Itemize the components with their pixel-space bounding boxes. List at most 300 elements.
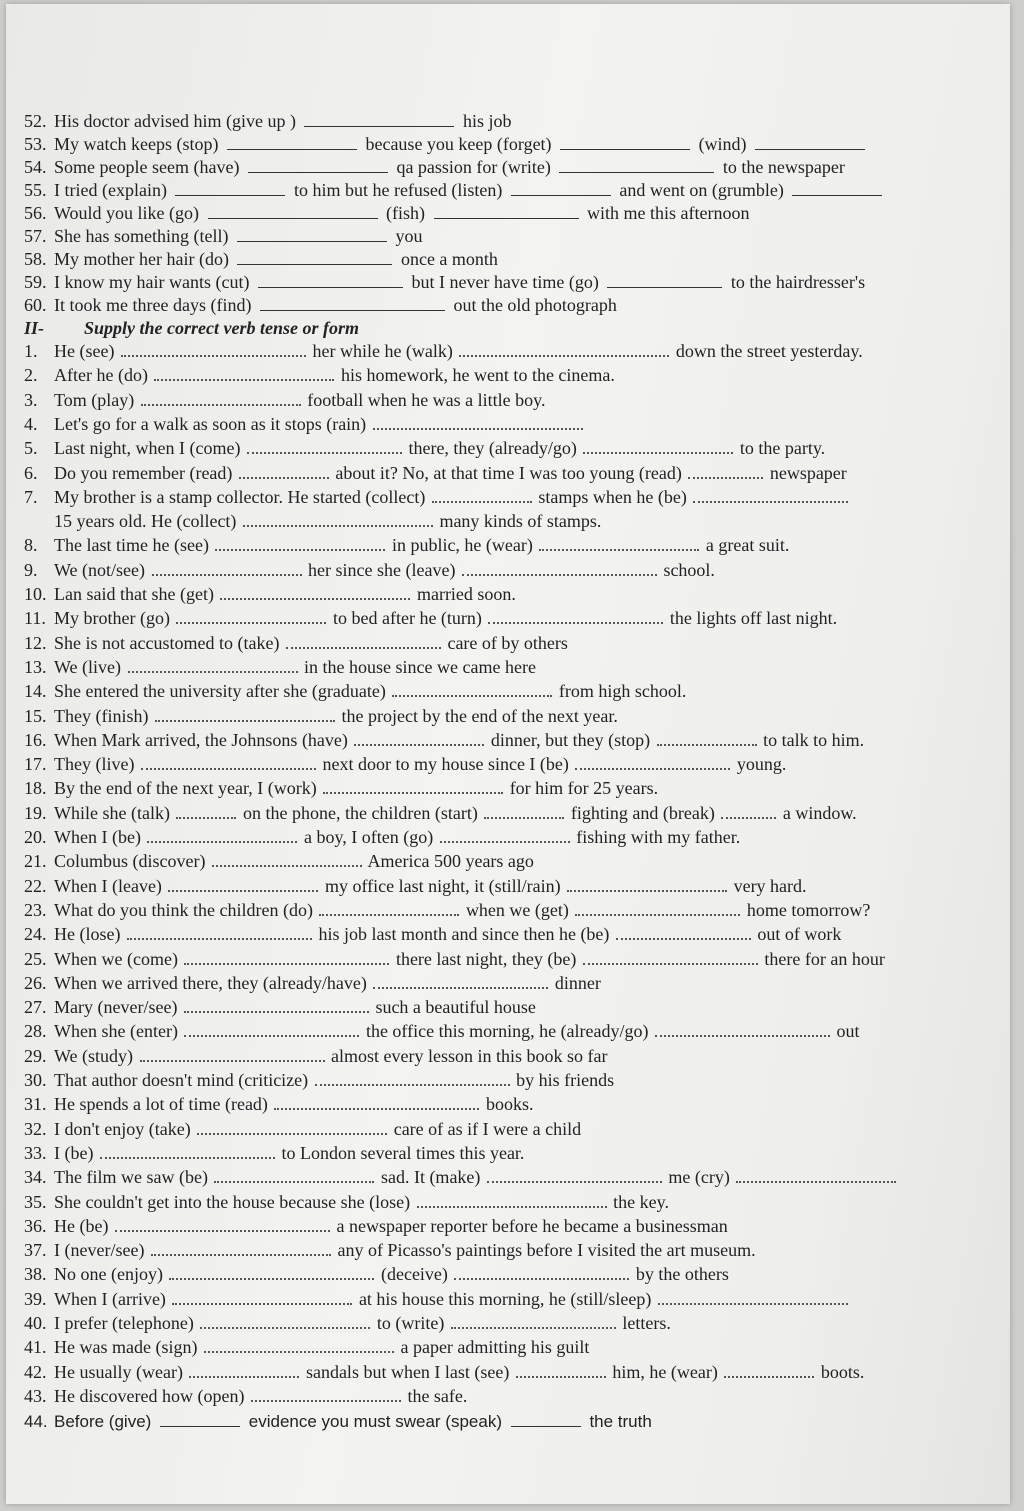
prompt-text: When we (come) [54, 948, 183, 969]
prompt-text: a paper admitting his guilt [395, 1337, 590, 1358]
prompt-text: (wind) [694, 134, 752, 154]
prompt-text: (fish) [381, 203, 430, 223]
answer-blank[interactable] [208, 204, 378, 219]
exercise-line [24, 996, 950, 1018]
prompt-text: What do you think the children (do) [54, 899, 318, 920]
exercise-line [24, 389, 950, 411]
answer-blank[interactable] [539, 535, 699, 551]
exercise-line [24, 1142, 950, 1164]
answer-blank[interactable] [373, 414, 583, 430]
prompt-text: the project by the end of the next year. [336, 705, 618, 726]
prompt-text: That author doesn't mind (criticize) [54, 1070, 313, 1090]
prompt-text: He usually (wear) [54, 1361, 188, 1382]
answer-blank[interactable] [115, 1216, 330, 1232]
answer-blank[interactable] [160, 1412, 240, 1427]
answer-blank[interactable] [315, 1070, 510, 1086]
item-number: 14. [24, 681, 47, 702]
answer-blank[interactable] [127, 924, 312, 940]
prompt-text: Some people seem (have) [54, 157, 244, 177]
answer-blank[interactable] [736, 1167, 896, 1183]
exercise-line [24, 1191, 950, 1213]
item-number: 57. [24, 226, 47, 246]
answer-blank[interactable] [432, 487, 532, 503]
prompt-text: newspaper [765, 462, 847, 483]
prompt-text: about it? No, at that time I was too young (read) [330, 462, 687, 483]
item-number: 39. [24, 1288, 47, 1309]
prompt-text: the office this morning, he (already/go) [361, 1021, 654, 1042]
answer-blank[interactable] [560, 135, 690, 150]
prompt-text: He was made (sign) [54, 1337, 202, 1358]
prompt-text: him, he (wear) [607, 1361, 723, 1382]
item-number: 21. [24, 851, 47, 872]
answer-blank[interactable] [792, 181, 882, 196]
prompt-text: (deceive) [376, 1264, 453, 1285]
prompt-text: out of work [752, 924, 842, 945]
answer-blank[interactable] [168, 876, 318, 892]
prompt-text: America 500 years ago [363, 851, 534, 872]
exercise-line [24, 583, 950, 605]
answer-blank[interactable] [511, 181, 611, 196]
prompt-text: her since she (leave) [303, 559, 460, 580]
item-number: 4. [24, 413, 38, 434]
item-number: 34. [24, 1167, 47, 1188]
answer-blank[interactable] [184, 1021, 359, 1037]
prompt-text: his job [458, 111, 512, 131]
item-number: 36. [24, 1215, 47, 1236]
answer-blank[interactable] [215, 535, 385, 551]
prompt-text: to the hairdresser's [726, 272, 866, 292]
prompt-text: to talk to him. [758, 729, 865, 750]
item-number: 41. [24, 1337, 47, 1358]
answer-blank[interactable] [214, 1167, 374, 1183]
answer-blank[interactable] [657, 730, 757, 746]
answer-blank[interactable] [583, 438, 733, 454]
exercise-line [24, 656, 950, 678]
answer-blank[interactable] [724, 1362, 814, 1378]
answer-blank[interactable] [516, 1362, 606, 1378]
prompt-text: down the street yesterday. [671, 341, 863, 361]
prompt-text: He (lose) [54, 924, 125, 945]
prompt-text: Tom (play) [54, 389, 139, 410]
prompt-text: on the phone, the children (start) [238, 802, 483, 823]
prompt-text: with me this afternoon [582, 203, 750, 223]
prompt-text: the key. [608, 1191, 669, 1212]
answer-blank[interactable] [176, 803, 236, 819]
answer-blank[interactable] [451, 1313, 616, 1329]
exercise-line [24, 875, 950, 897]
item-number: 43. [24, 1385, 47, 1406]
prompt-text: My watch keeps (stop) [54, 134, 223, 154]
exercise-line [24, 486, 950, 508]
prompt-text: once a month [396, 249, 498, 269]
item-number: 20. [24, 827, 47, 847]
answer-blank[interactable] [247, 438, 402, 454]
prompt-text: there for an hour [759, 948, 885, 969]
answer-blank[interactable] [392, 681, 552, 697]
item-number: 24. [24, 924, 47, 945]
answer-blank[interactable] [487, 1167, 662, 1183]
prompt-text: her while he (walk) [307, 341, 458, 361]
section-number: II- [24, 318, 45, 338]
answer-blank[interactable] [154, 365, 334, 381]
answer-blank[interactable] [373, 973, 548, 989]
prompt-text: She has something (tell) [54, 226, 233, 246]
prompt-text: Would you like (go) [54, 203, 204, 223]
answer-blank[interactable] [559, 158, 714, 173]
prompt-text: his job last month and since then he (be) [313, 924, 614, 945]
prompt-text: letters. [617, 1313, 671, 1333]
answer-blank[interactable] [274, 1094, 479, 1110]
exercise-line [24, 202, 950, 224]
answer-blank[interactable] [184, 949, 389, 965]
exercise-line [24, 1045, 950, 1067]
prompt-text: married soon. [412, 584, 516, 604]
item-number: 40. [24, 1313, 47, 1333]
answer-blank[interactable] [152, 560, 302, 576]
prompt-text: stamps when he (be) [533, 486, 692, 507]
answer-blank[interactable] [567, 876, 727, 892]
prompt-text: a window. [778, 802, 857, 823]
answer-blank[interactable] [212, 851, 362, 867]
answer-blank[interactable] [616, 924, 751, 940]
answer-blank[interactable] [459, 341, 669, 357]
answer-blank[interactable] [204, 1337, 394, 1353]
prompt-text: I prefer (telephone) [54, 1313, 199, 1333]
exercise-line [24, 110, 950, 132]
prompt-text: He spends a lot of time (read) [54, 1094, 273, 1115]
exercise-line [24, 1093, 950, 1115]
prompt-text: the truth [584, 1412, 652, 1432]
prompt-text: My brother (go) [54, 608, 175, 629]
answer-blank[interactable] [184, 997, 369, 1013]
exercise-line [24, 294, 950, 316]
answer-blank[interactable] [488, 608, 663, 624]
answer-blank[interactable] [248, 158, 388, 173]
prompt-text: by his friends [511, 1070, 615, 1090]
answer-blank[interactable] [258, 273, 403, 288]
prompt-text: fishing with my father. [571, 827, 741, 847]
prompt-text: When Mark arrived, the Johnsons (have) [54, 729, 353, 750]
item-number: 1. [24, 341, 38, 361]
answer-blank[interactable] [121, 341, 306, 357]
answer-blank[interactable] [243, 511, 433, 527]
prompt-text: out the old photograph [448, 295, 617, 315]
item-number: 54. [24, 157, 47, 177]
prompt-text: to (write) [372, 1313, 449, 1333]
item-number: 6. [24, 462, 38, 483]
exercise-line [24, 559, 950, 581]
item-number: 16. [24, 729, 47, 750]
answer-blank[interactable] [688, 463, 763, 479]
exercise-line [24, 510, 950, 532]
prompt-text: to London several times this year. [276, 1142, 525, 1163]
exercise-line [24, 1239, 950, 1261]
answer-blank[interactable] [220, 584, 410, 600]
section-title: Supply the correct verb tense or form [84, 318, 359, 338]
answer-blank[interactable] [323, 778, 503, 794]
exercise-line [24, 1385, 950, 1407]
answer-blank[interactable] [175, 181, 285, 196]
prompt-text: When I (arrive) [54, 1288, 171, 1309]
exercise-line [24, 156, 950, 178]
item-number: 32. [24, 1118, 47, 1139]
exercise-line [24, 753, 950, 775]
exercise-line [24, 271, 950, 293]
prompt-text: He discovered how (open) [54, 1385, 249, 1406]
exercise-line [24, 826, 950, 848]
prompt-text: for him for 25 years. [505, 778, 659, 799]
exercise-line [24, 179, 950, 201]
exercise-line [24, 1288, 950, 1310]
answer-blank[interactable] [511, 1412, 581, 1427]
answer-blank[interactable] [354, 730, 484, 746]
prompt-text: My brother is a stamp collector. He started (collect) [54, 486, 430, 507]
exercise-line [24, 364, 950, 386]
prompt-text: almost every lesson in this book so far [326, 1045, 608, 1066]
item-number: 56. [24, 203, 47, 223]
answer-blank[interactable] [197, 1119, 387, 1135]
prompt-text: I (never/see) [54, 1240, 149, 1261]
item-number: 15. [24, 705, 47, 726]
prompt-text: to the newspaper [718, 157, 845, 177]
answer-blank[interactable] [237, 250, 392, 265]
prompt-text: She is not accustomed to (take) [54, 632, 284, 653]
item-number: 10. [24, 584, 47, 604]
exercise-line [24, 948, 950, 970]
prompt-text: a great suit. [701, 535, 790, 556]
answer-blank[interactable] [304, 112, 454, 127]
answer-blank[interactable] [169, 1264, 374, 1280]
prompt-text: school. [658, 559, 715, 580]
prompt-text: his homework, he went to the cinema. [336, 365, 615, 386]
item-number: 30. [24, 1070, 47, 1090]
answer-blank[interactable] [176, 608, 326, 624]
prompt-text: you [390, 226, 423, 246]
exercise-line [24, 850, 950, 872]
prompt-text: fighting and (break) [566, 802, 720, 823]
prompt-text: Do you remember (read) [54, 462, 237, 483]
prompt-text: She couldn't get into the house because she (lose) [54, 1191, 415, 1212]
item-number: 28. [24, 1021, 47, 1042]
item-number: 44. [24, 1412, 48, 1432]
prompt-text: football when he was a little boy. [302, 389, 546, 410]
item-number: 25. [24, 948, 47, 969]
item-number: 11. [24, 608, 46, 629]
exercise-line [24, 413, 950, 435]
item-number: 35. [24, 1191, 47, 1212]
answer-blank[interactable] [319, 900, 459, 916]
prompt-text: I (be) [54, 1142, 98, 1163]
prompt-text: in public, he (wear) [387, 535, 538, 556]
answer-blank[interactable] [237, 227, 387, 242]
prompt-text: It took me three days (find) [54, 295, 256, 315]
prompt-text: Columbus (discover) [54, 851, 210, 872]
answer-blank[interactable] [260, 296, 445, 311]
answer-blank[interactable] [155, 706, 335, 722]
prompt-text: They (finish) [54, 705, 153, 726]
exercise-line [24, 1336, 950, 1358]
item-number: 3. [24, 389, 38, 410]
item-number: 42. [24, 1361, 47, 1382]
prompt-text: very hard. [729, 875, 807, 896]
item-number: 8. [24, 535, 38, 556]
answer-blank[interactable] [655, 1021, 830, 1037]
prompt-text: but I never have time (go) [406, 272, 604, 292]
prompt-text: such a beautiful house [370, 997, 536, 1018]
prompt-text: care of by others [442, 632, 568, 653]
answer-blank[interactable] [251, 1386, 401, 1402]
exercise-line [24, 705, 950, 727]
prompt-text: there last night, they (be) [391, 948, 581, 969]
answer-blank[interactable] [172, 1289, 352, 1305]
item-number: 7. [24, 486, 38, 507]
prompt-text: the lights off last night. [665, 608, 838, 629]
item-number: 23. [24, 899, 47, 920]
answer-blank[interactable] [440, 827, 570, 843]
answer-blank[interactable] [755, 135, 865, 150]
prompt-text: to him but he refused (listen) [289, 180, 507, 200]
item-number: 5. [24, 438, 38, 459]
item-number: 37. [24, 1240, 47, 1261]
answer-blank[interactable] [141, 390, 301, 406]
prompt-text: a newspaper reporter before he became a businessman [331, 1215, 728, 1236]
exercise-line [24, 462, 950, 484]
answer-blank[interactable] [189, 1362, 299, 1378]
prompt-text: The last time he (see) [54, 535, 214, 556]
prompt-text: He (be) [54, 1215, 113, 1236]
prompt-text: at his house this morning, he (still/sleep) [354, 1288, 656, 1309]
answer-blank[interactable] [693, 487, 848, 503]
exercise-line [24, 1411, 950, 1433]
item-number: 59. [24, 272, 47, 292]
item-number: 52. [24, 111, 47, 131]
exercise-line [24, 1263, 950, 1285]
prompt-text: By the end of the next year, I (work) [54, 778, 322, 799]
exercise-line [24, 1069, 950, 1091]
prompt-text: sad. It (make) [376, 1167, 485, 1188]
answer-blank[interactable] [147, 827, 297, 843]
exercise-line [24, 1361, 950, 1383]
prompt-text: While she (talk) [54, 802, 175, 823]
prompt-text: Let's go for a walk as soon as it stops (rain) [54, 413, 371, 434]
prompt-text: because you keep (forget) [360, 134, 557, 154]
answer-blank[interactable] [462, 560, 657, 576]
answer-blank[interactable] [239, 463, 329, 479]
item-number: 18. [24, 778, 47, 799]
prompt-text: and went on (grumble) [614, 180, 789, 200]
prompt-text: by the others [631, 1264, 729, 1285]
prompt-text: I don't enjoy (take) [54, 1118, 196, 1139]
prompt-text: They (live) [54, 754, 139, 775]
prompt-text: When she (enter) [54, 1021, 183, 1042]
exercise-line [24, 1020, 950, 1042]
prompt-text: Before (give) [54, 1412, 157, 1432]
item-number: 12. [24, 632, 47, 653]
prompt-text: any of Picasso's paintings before I visited the art museum. [332, 1240, 756, 1261]
item-number: 33. [24, 1142, 47, 1163]
exercise-line [24, 437, 950, 459]
answer-blank[interactable] [454, 1264, 629, 1280]
item-number: 19. [24, 802, 47, 823]
prompt-text: many kinds of stamps. [434, 511, 602, 532]
item-number: 22. [24, 875, 47, 896]
answer-blank[interactable] [151, 1240, 331, 1256]
answer-blank[interactable] [583, 949, 758, 965]
answer-blank[interactable] [100, 1143, 275, 1159]
prompt-text: When we arrived there, they (already/have) [54, 972, 372, 993]
answer-blank[interactable] [658, 1289, 848, 1305]
prompt-text: We (live) [54, 656, 126, 677]
prompt-text: My mother her hair (do) [54, 249, 234, 269]
exercise-line [24, 777, 950, 799]
answer-blank[interactable] [128, 657, 298, 673]
prompt-text: Lan said that she (get) [54, 584, 219, 604]
exercise-line [24, 534, 950, 556]
worksheet-page [6, 4, 1010, 1504]
prompt-text: from high school. [554, 681, 687, 702]
prompt-text: When I (leave) [54, 875, 167, 896]
answer-blank[interactable] [721, 803, 776, 819]
prompt-text: We (not/see) [54, 559, 150, 580]
item-number: 31. [24, 1094, 47, 1115]
exercise-line [24, 225, 950, 247]
item-number: 53. [24, 134, 47, 154]
answer-blank[interactable] [607, 273, 722, 288]
item-number: 60. [24, 295, 47, 315]
exercise-line [24, 680, 950, 702]
prompt-text: next door to my house since I (be) [317, 754, 574, 775]
prompt-text: to bed after he (turn) [328, 608, 487, 629]
prompt-text: to the party. [735, 438, 826, 459]
prompt-text: qa passion for (write) [391, 157, 556, 177]
item-number: 58. [24, 249, 47, 269]
exercise-line [24, 632, 950, 654]
exercise-line [24, 1118, 950, 1140]
prompt-text: home tomorrow? [742, 899, 871, 920]
prompt-text: when we (get) [461, 899, 574, 920]
item-number: 13. [24, 656, 47, 677]
item-number: 2. [24, 365, 38, 386]
answer-blank[interactable] [227, 135, 357, 150]
item-number: 26. [24, 972, 47, 993]
prompt-text: my office last night, it (still/rain) [320, 875, 566, 896]
answer-blank[interactable] [140, 1046, 325, 1062]
prompt-text: dinner [550, 972, 601, 993]
answer-blank[interactable] [286, 633, 441, 649]
item-number: 17. [24, 754, 47, 775]
exercise-line [24, 1166, 950, 1188]
prompt-text: Last night, when I (come) [54, 438, 245, 459]
answer-blank[interactable] [200, 1313, 370, 1329]
prompt-text: me (cry) [663, 1167, 735, 1188]
prompt-text: No one (enjoy) [54, 1264, 168, 1285]
exercise-line [24, 923, 950, 945]
answer-blank[interactable] [417, 1192, 607, 1208]
exercise-line [24, 972, 950, 994]
prompt-text: evidence you must swear (speak) [244, 1412, 507, 1432]
answer-blank[interactable] [484, 803, 564, 819]
answer-blank[interactable] [141, 754, 316, 770]
prompt-text: After he (do) [54, 365, 153, 386]
prompt-text: out [832, 1021, 860, 1042]
prompt-text: His doctor advised him (give up ) [54, 111, 301, 131]
answer-blank[interactable] [575, 900, 740, 916]
answer-blank[interactable] [575, 754, 730, 770]
exercise-line [24, 899, 950, 921]
answer-blank[interactable] [434, 204, 579, 219]
item-number: 29. [24, 1045, 47, 1066]
prompt-text: books. [481, 1094, 534, 1115]
